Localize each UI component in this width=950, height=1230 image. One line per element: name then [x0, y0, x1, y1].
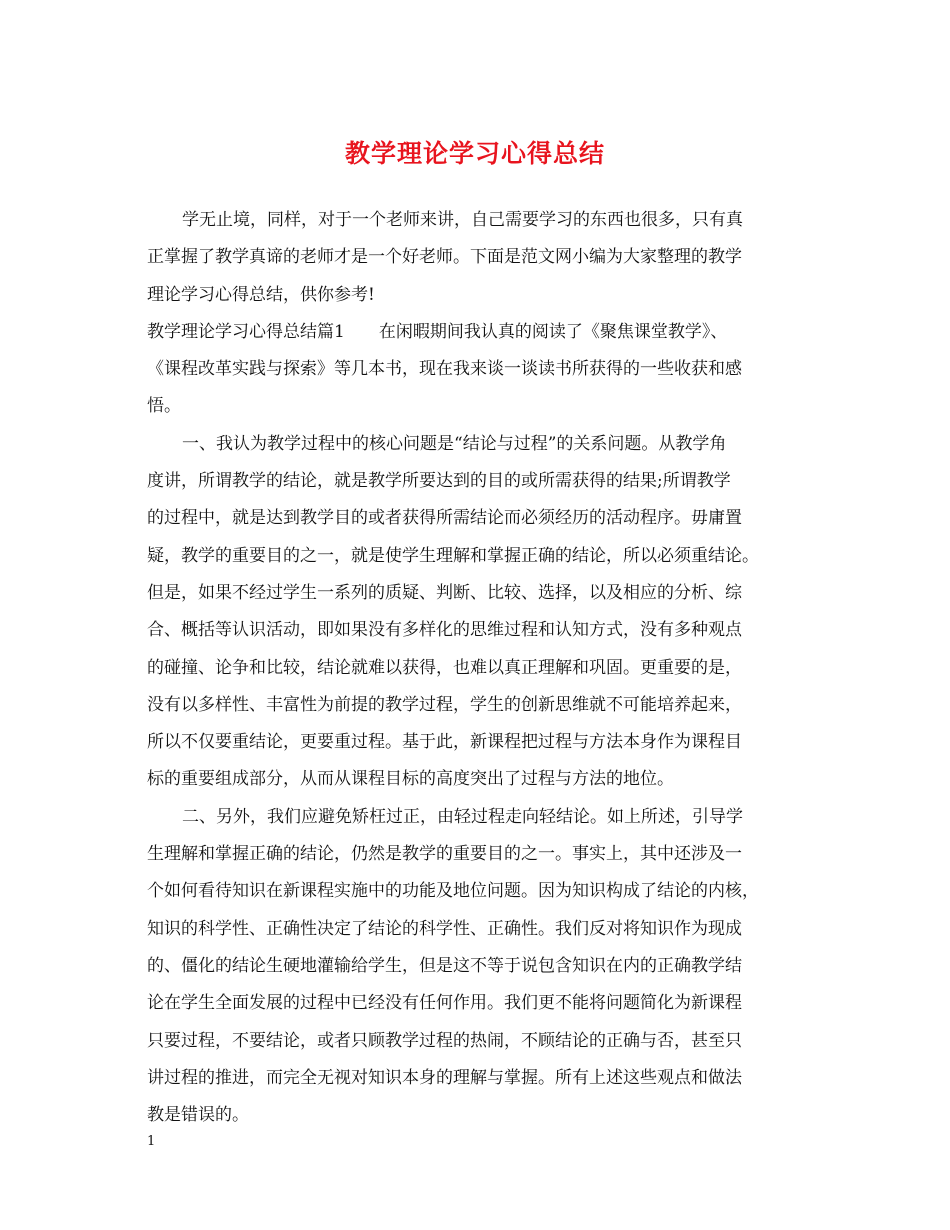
text-line: 所以不仅要重结论，更要重过程。基于此，新课程把过程与方法本身作为课程目 [147, 732, 742, 753]
text-line: 合、概括等认识活动，即如果没有多样化的思维过程和认知方式，没有多种观点 [147, 620, 742, 641]
text-line: 理论学习心得总结，供你参考! [147, 284, 375, 305]
text-line: 正掌握了教学真谛的老师才是一个好老师。下面是范文网小编为大家整理的教学 [147, 247, 742, 268]
text-line: 一、我认为教学过程中的核心问题是“结论与过程”的关系问题。从教学角 [182, 433, 727, 454]
text-line: 知识的科学性、正确性决定了结论的科学性、正确性。我们反对将知识作为现成 [147, 918, 742, 939]
document-body [147, 202, 807, 1134]
text-line: 只要过程，不要结论，或者只顾教学过程的热闹，不顾结论的正确与否，甚至只 [147, 1030, 742, 1051]
text-line: 教是错误的。 [147, 1105, 249, 1126]
text-line: 度讲，所谓教学的结论，就是教学所要达到的目的或所需获得的结果;所谓教学 [147, 471, 731, 492]
text-line: 的碰撞、论争和比较，结论就难以获得，也难以真正理解和巩固。更重要的是， [147, 657, 742, 678]
text-line: 疑，教学的重要目的之一，就是使学生理解和掌握正确的结论，所以必须重结论。 [147, 545, 759, 566]
text-line: 悟。 [147, 396, 181, 417]
text-line: 个如何看待知识在新课程实施中的功能及地位问题。因为知识构成了结论的内核， [147, 881, 759, 902]
text-line: 二、另外，我们应避免矫枉过正，由轻过程走向轻结论。如上所述，引导学 [182, 806, 743, 827]
text-line: 《课程改革实践与探索》等几本书，现在我来谈一谈读书所获得的一些收获和感 [147, 359, 742, 380]
text-line: 的过程中，就是达到教学目的或者获得所需结论而必须经历的活动程序。毋庸置 [147, 508, 742, 529]
text-line: 生理解和掌握正确的结论，仍然是教学的重要目的之一。事实上，其中还涉及一 [147, 844, 742, 865]
page-number: 1 [147, 1134, 156, 1149]
text-line: 的、僵化的结论生硬地灌输给学生，但是这不等于说包含知识在内的正确教学结 [147, 955, 742, 976]
document-title: 教学理论学习心得总结 [344, 139, 605, 168]
text-line: 没有以多样性、丰富性为前提的教学过程，学生的创新思维就不可能培养起来， [147, 694, 742, 715]
text-line: 教学理论学习心得总结篇1 在闲暇期间我认真的阅读了《聚焦课堂教学》、 [147, 321, 728, 342]
text-line: 学无止境，同样，对于一个老师来讲，自己需要学习的东西也很多，只有真 [182, 210, 743, 230]
text-line: 但是，如果不经过学生一系列的质疑、判断、比较、选择，以及相应的分析、综 [147, 582, 742, 603]
text-line: 讲过程的推进，而完全无视对知识本身的理解与掌握。所有上述这些观点和做法 [147, 1067, 742, 1088]
text-line: 论在学生全面发展的过程中已经没有任何作用。我们更不能将问题简化为新课程 [147, 993, 742, 1014]
text-line: 标的重要组成部分，从而从课程目标的高度突出了过程与方法的地位。 [147, 769, 674, 790]
